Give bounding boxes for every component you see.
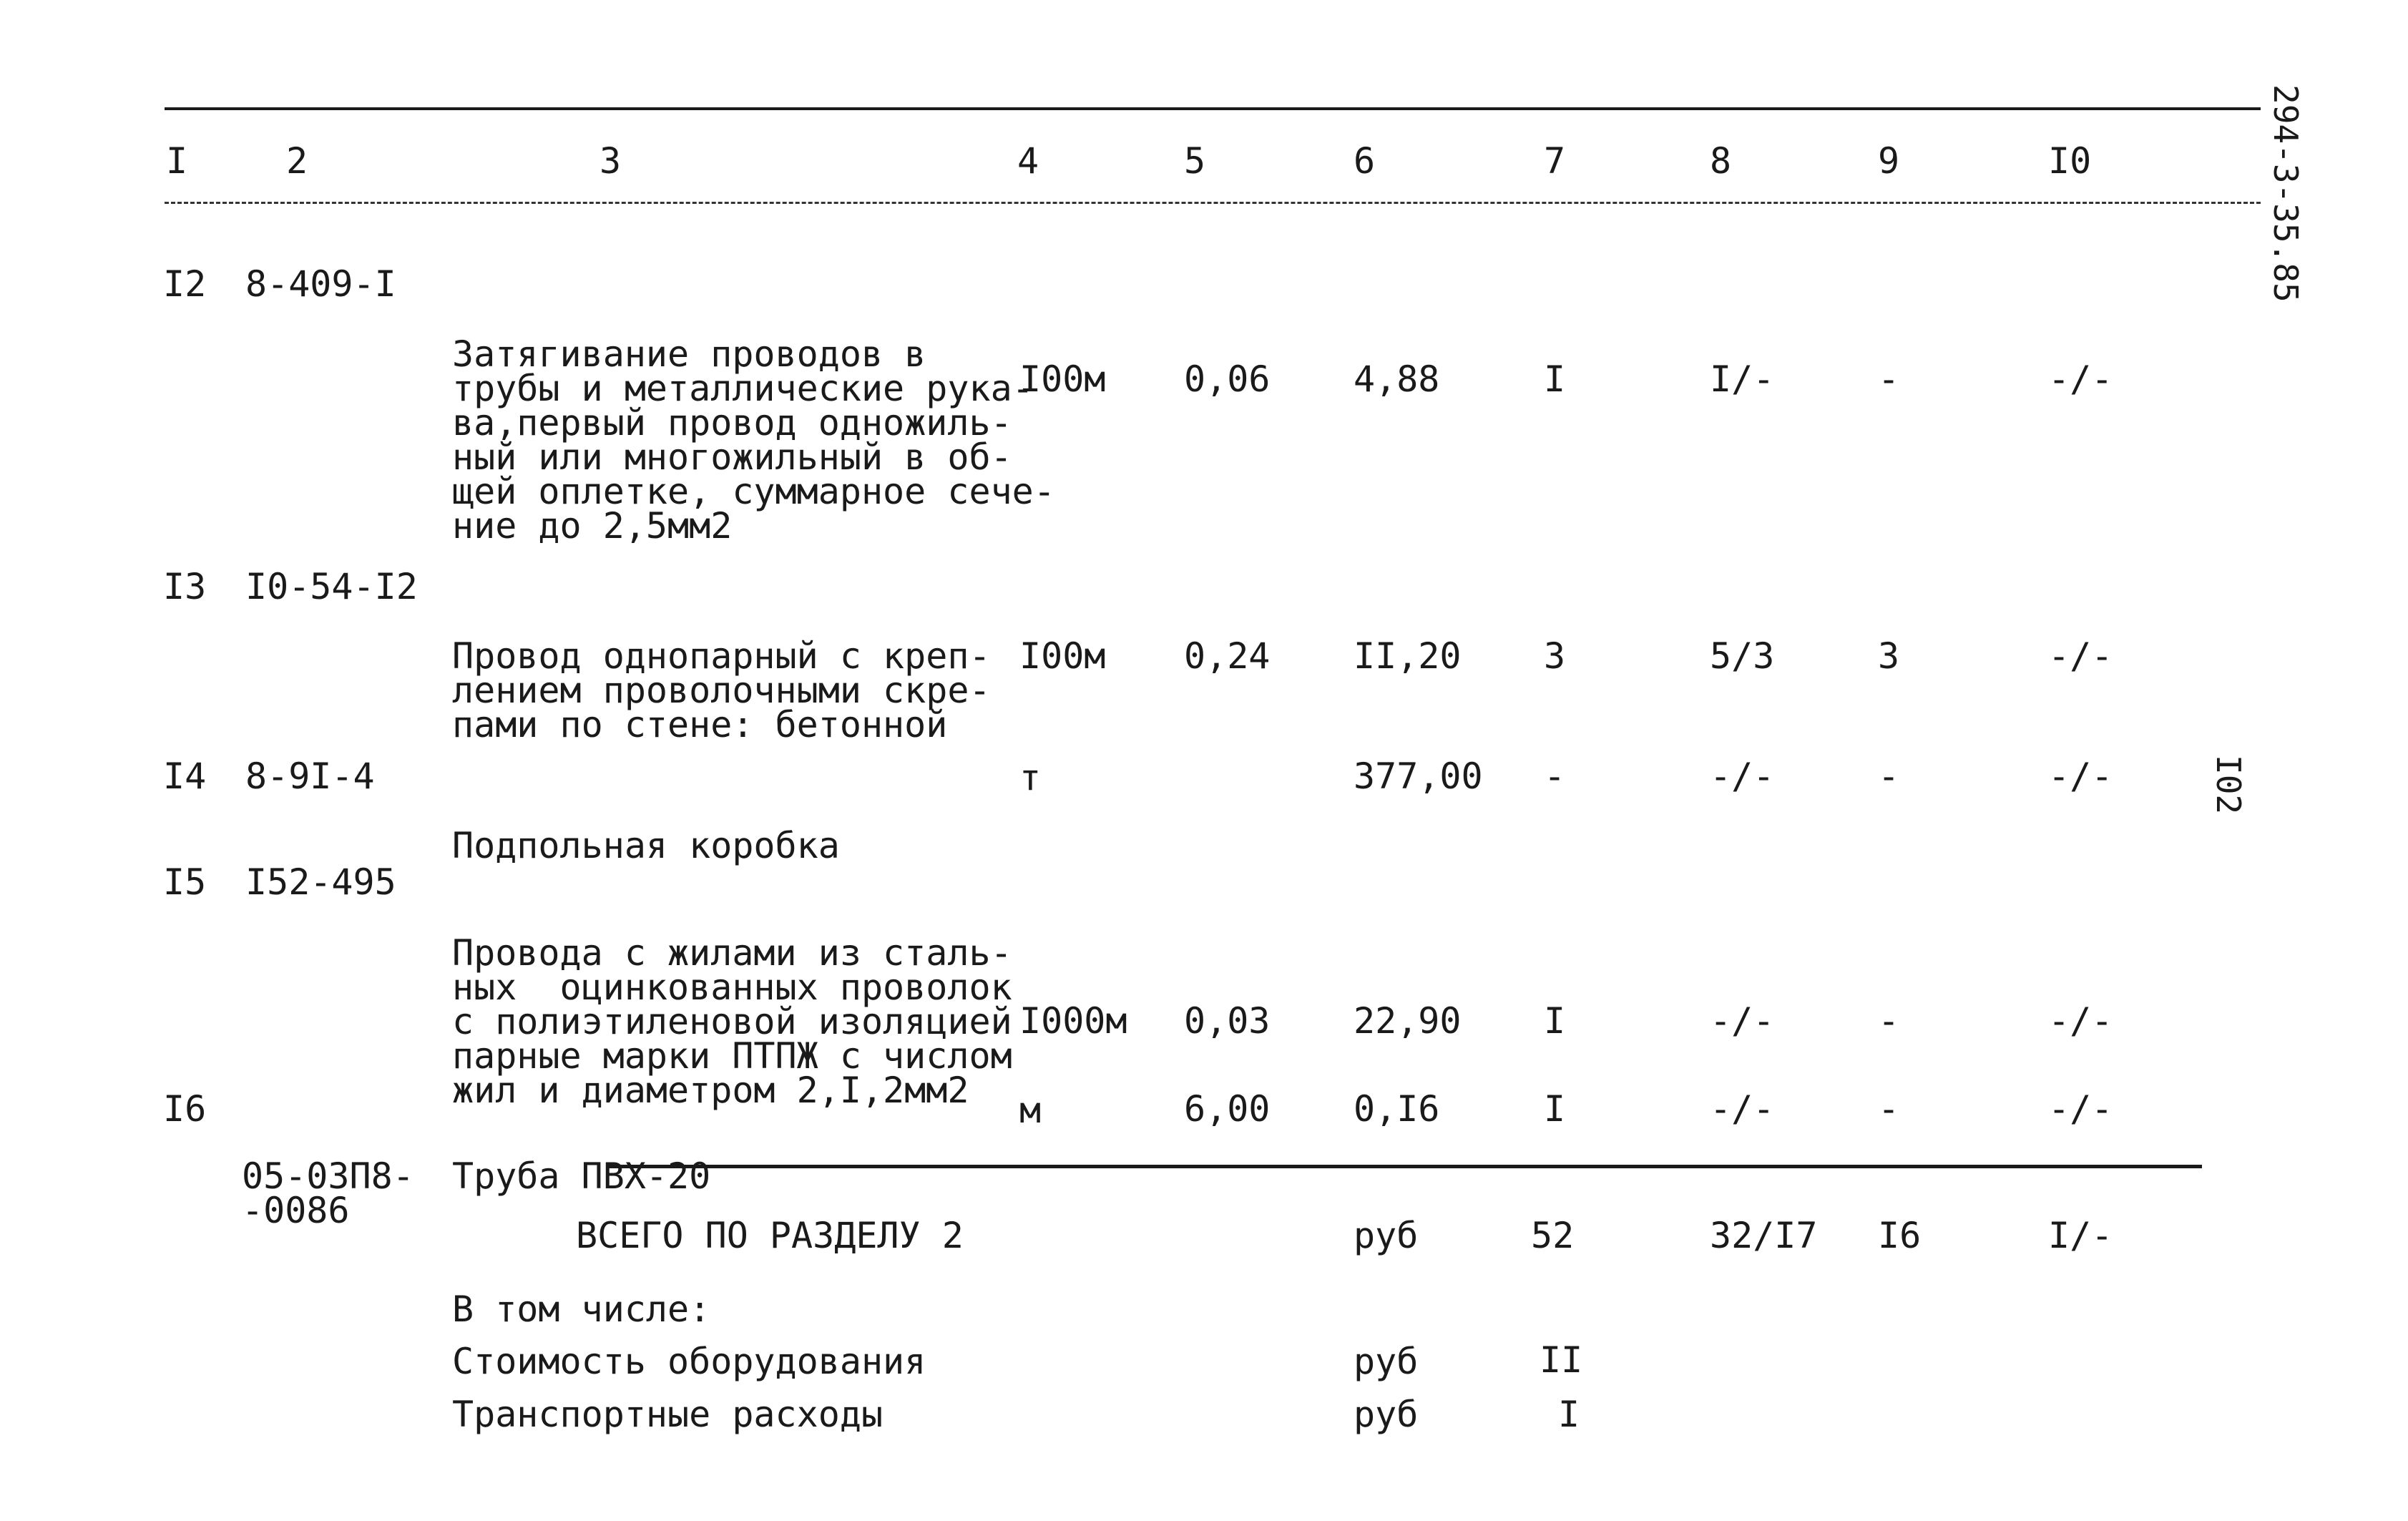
row-price: 0,I6	[1354, 1088, 1440, 1130]
row-col-9: 3	[1878, 635, 1900, 677]
breakdown-label: Транспортные расходы	[452, 1394, 884, 1435]
header-col-9: 9	[1878, 140, 1900, 182]
row-col-9: -	[1878, 1000, 1900, 1042]
breakdown-value: I	[1558, 1394, 1580, 1435]
row-col-10: -/-	[2048, 358, 2113, 400]
row-description: Подпольная коробка	[452, 825, 840, 866]
row-code: I0-54-I2	[245, 566, 418, 607]
row-col-10: -/-	[2048, 755, 2113, 797]
row-code: 05-03П8- -0086	[242, 1155, 414, 1231]
row-unit: I00м	[1019, 358, 1106, 400]
row-unit: т	[1019, 757, 1042, 798]
row-col-10: -/-	[2048, 1000, 2113, 1042]
row-number: I4	[163, 755, 207, 797]
breakdown-value: II	[1540, 1339, 1583, 1381]
row-col-8: 5/3	[1710, 635, 1775, 677]
row-col-10: -/-	[2048, 635, 2113, 677]
row-code: 8-9I-4	[245, 755, 375, 797]
row-col-8: -/-	[1710, 1000, 1775, 1042]
header-col-4: 4	[1017, 140, 1039, 182]
row-quantity: 0,03	[1184, 1000, 1271, 1042]
row-col-8: -/-	[1710, 1088, 1775, 1130]
header-col-10: I0	[2048, 140, 2092, 182]
row-col-7: -	[1544, 755, 1566, 797]
row-col-9: -	[1878, 1088, 1900, 1130]
header-bottom-rule	[165, 202, 2261, 204]
row-col-8: -/-	[1710, 755, 1775, 797]
header-col-6: 6	[1354, 140, 1376, 182]
row-unit: I00м	[1019, 635, 1106, 677]
breakdown-heading: В том числе:	[452, 1288, 711, 1330]
row-description: Затягивание проводов в трубы и металлические рука- ва,первый провод одножиль- ный или многожильный в об- щей оплетке, суммарное сече- ние до 2,5мм2	[452, 333, 1055, 547]
row-description: Труба ПВХ-20	[452, 1155, 711, 1197]
table-top-rule	[165, 107, 2261, 110]
page-number: I02	[2209, 755, 2248, 815]
totals-col-7: 52	[1531, 1215, 1575, 1256]
header-col-2: 2	[286, 140, 308, 182]
row-number: I6	[163, 1088, 207, 1130]
row-number: I3	[163, 566, 207, 607]
row-col-9: -	[1878, 358, 1900, 400]
row-quantity: 0,06	[1184, 358, 1271, 400]
row-description: Провода с жилами из сталь- ных оцинкованных проволок с полиэтиленовой изоляцией парные марки ПТПЖ с числом жил и диаметром 2,I,2мм2	[452, 932, 1012, 1111]
header-col-5: 5	[1184, 140, 1206, 182]
row-col-7: I	[1544, 358, 1566, 400]
totals-col-10: I/-	[2048, 1215, 2113, 1256]
breakdown-label: Стоимость оборудования	[452, 1341, 926, 1382]
row-code: I52-495	[245, 861, 396, 903]
row-unit: м	[1019, 1090, 1042, 1131]
document-code: 294-3-35.85	[2266, 84, 2305, 303]
row-col-9: -	[1878, 755, 1900, 797]
totals-unit: руб	[1354, 1215, 1419, 1256]
row-col-7: 3	[1544, 635, 1566, 677]
header-col-8: 8	[1710, 140, 1732, 182]
row-col-7: I	[1544, 1088, 1566, 1130]
row-quantity: 0,24	[1184, 635, 1271, 677]
row-code: 8-409-I	[245, 263, 396, 305]
row-price: 377,00	[1354, 755, 1483, 797]
breakdown-unit: руб	[1354, 1341, 1419, 1382]
header-col-3: 3	[599, 140, 622, 182]
row-number: I2	[163, 263, 207, 305]
breakdown-unit: руб	[1354, 1394, 1419, 1435]
row-price: 4,88	[1354, 358, 1440, 400]
totals-rule	[607, 1165, 2202, 1168]
row-number: I5	[163, 861, 207, 903]
row-description: Провод однопарный с креп- лением проволочными скре- пами по стене: бетонной	[452, 635, 991, 745]
totals-col-9: I6	[1878, 1215, 1922, 1256]
row-unit: I000м	[1019, 1000, 1127, 1042]
row-price: 22,90	[1354, 1000, 1462, 1042]
row-col-10: -/-	[2048, 1088, 2113, 1130]
header-col-7: 7	[1544, 140, 1566, 182]
totals-label: ВСЕГО ПО РАЗДЕЛУ 2	[576, 1215, 964, 1256]
row-price: II,20	[1354, 635, 1462, 677]
row-quantity: 6,00	[1184, 1088, 1271, 1130]
row-col-8: I/-	[1710, 358, 1775, 400]
header-col-1: I	[166, 140, 188, 182]
totals-col-8: 32/I7	[1710, 1215, 1818, 1256]
row-col-7: I	[1544, 1000, 1566, 1042]
